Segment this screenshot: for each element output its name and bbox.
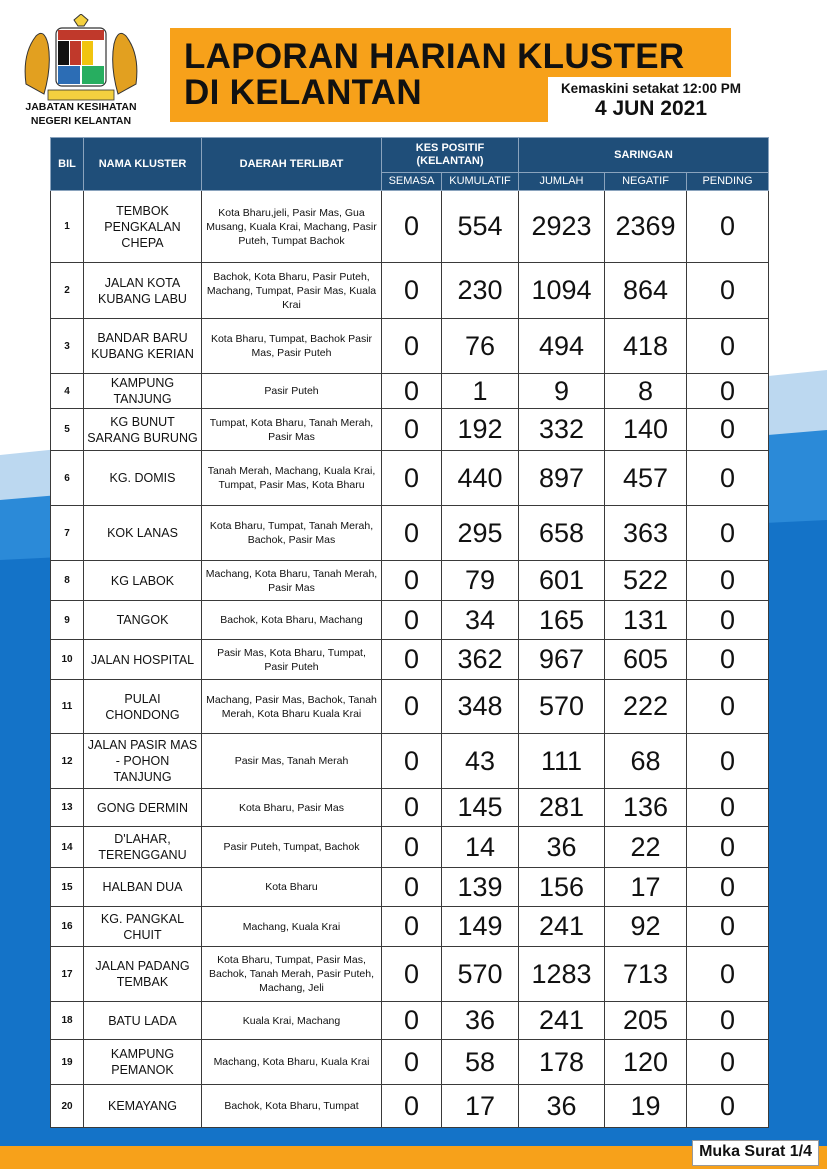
row-semasa: 0 [382, 868, 442, 907]
row-negatif: 457 [605, 451, 687, 506]
header-kes-positif-line-2: (KELANTAN) [416, 155, 484, 167]
row-bil: 9 [51, 601, 84, 640]
row-jumlah: 570 [519, 680, 605, 734]
state-crest-logo [22, 14, 140, 102]
row-pending: 0 [687, 1002, 769, 1040]
row-kumulatif: 230 [442, 263, 519, 319]
row-pending: 0 [687, 789, 769, 827]
row-districts: Pasir Puteh, Tumpat, Bachok [202, 827, 382, 868]
row-jumlah: 967 [519, 640, 605, 680]
table-row [51, 1040, 769, 1085]
row-kumulatif: 362 [442, 640, 519, 680]
table-row [51, 680, 769, 734]
row-districts: Pasir Puteh [202, 374, 382, 409]
row-pending: 0 [687, 451, 769, 506]
row-cluster-name: KG LABOK [84, 561, 202, 601]
row-bil: 2 [51, 263, 84, 319]
row-districts: Kota Bharu, Tumpat, Tanah Merah, Bachok, Pasir Mas [202, 506, 382, 561]
row-negatif: 68 [605, 734, 687, 789]
update-info-box [548, 77, 754, 125]
row-districts: Kuala Krai, Machang [202, 1002, 382, 1040]
row-bil: 19 [51, 1040, 84, 1085]
table-row [51, 191, 769, 263]
table-row [51, 640, 769, 680]
row-cluster-name: KG BUNUT SARANG BURUNG [84, 409, 202, 451]
row-semasa: 0 [382, 1002, 442, 1040]
row-kumulatif: 1 [442, 374, 519, 409]
row-negatif: 363 [605, 506, 687, 561]
row-bil: 12 [51, 734, 84, 789]
header-nama-kluster: NAMA KLUSTER [84, 138, 202, 191]
row-bil: 18 [51, 1002, 84, 1040]
row-jumlah: 281 [519, 789, 605, 827]
row-bil: 17 [51, 947, 84, 1002]
row-districts: Pasir Mas, Kota Bharu, Tumpat, Pasir Puteh [202, 640, 382, 680]
cluster-table-body [51, 191, 769, 1128]
row-negatif: 19 [605, 1085, 687, 1128]
row-bil: 20 [51, 1085, 84, 1128]
row-bil: 4 [51, 374, 84, 409]
row-semasa: 0 [382, 561, 442, 601]
row-pending: 0 [687, 601, 769, 640]
cluster-table [50, 137, 769, 1128]
table-row [51, 561, 769, 601]
row-bil: 3 [51, 319, 84, 374]
row-bil: 5 [51, 409, 84, 451]
row-cluster-name: KG. PANGKAL CHUIT [84, 907, 202, 947]
department-name [6, 100, 156, 128]
row-pending: 0 [687, 640, 769, 680]
row-bil: 8 [51, 561, 84, 601]
row-districts: Kota Bharu,jeli, Pasir Mas, Gua Musang, Kuala Krai, Machang, Pasir Puteh, Tumpat Bachok [202, 191, 382, 263]
row-jumlah: 2923 [519, 191, 605, 263]
row-negatif: 92 [605, 907, 687, 947]
table-row [51, 907, 769, 947]
row-cluster-name: KOK LANAS [84, 506, 202, 561]
row-semasa: 0 [382, 601, 442, 640]
page-number: Muka Surat 1/4 [692, 1140, 819, 1166]
row-pending: 0 [687, 1040, 769, 1085]
header-saringan: SARINGAN [519, 138, 769, 173]
header-negatif: NEGATIF [605, 173, 687, 191]
row-kumulatif: 43 [442, 734, 519, 789]
row-semasa: 0 [382, 827, 442, 868]
row-cluster-name: BANDAR BARU KUBANG KERIAN [84, 319, 202, 374]
row-pending: 0 [687, 319, 769, 374]
row-cluster-name: D'LAHAR, TERENGGANU [84, 827, 202, 868]
table-row [51, 947, 769, 1002]
row-semasa: 0 [382, 789, 442, 827]
row-districts: Tanah Merah, Machang, Kuala Krai, Tumpat, Pasir Mas, Kota Bharu [202, 451, 382, 506]
row-cluster-name: PULAI CHONDONG [84, 680, 202, 734]
row-jumlah: 178 [519, 1040, 605, 1085]
row-pending: 0 [687, 561, 769, 601]
table-row [51, 827, 769, 868]
row-pending: 0 [687, 827, 769, 868]
row-semasa: 0 [382, 409, 442, 451]
row-bil: 1 [51, 191, 84, 263]
header-bil: BIL [51, 138, 84, 191]
row-semasa: 0 [382, 319, 442, 374]
row-districts: Pasir Mas, Tanah Merah [202, 734, 382, 789]
row-bil: 11 [51, 680, 84, 734]
table-row [51, 263, 769, 319]
row-negatif: 205 [605, 1002, 687, 1040]
table-row [51, 506, 769, 561]
row-kumulatif: 79 [442, 561, 519, 601]
header-semasa: SEMASA [382, 173, 442, 191]
row-cluster-name: GONG DERMIN [84, 789, 202, 827]
row-negatif: 22 [605, 827, 687, 868]
row-cluster-name: JALAN KOTA KUBANG LABU [84, 263, 202, 319]
row-jumlah: 156 [519, 868, 605, 907]
department-line-1: JABATAN KESIHATAN [25, 101, 137, 113]
row-districts: Bachok, Kota Bharu, Pasir Puteh, Machang, Tumpat, Pasir Mas, Kuala Krai [202, 263, 382, 319]
table-row [51, 734, 769, 789]
row-jumlah: 36 [519, 827, 605, 868]
row-jumlah: 494 [519, 319, 605, 374]
row-districts: Bachok, Kota Bharu, Machang [202, 601, 382, 640]
row-semasa: 0 [382, 1040, 442, 1085]
row-districts: Kota Bharu, Tumpat, Bachok Pasir Mas, Pasir Puteh [202, 319, 382, 374]
row-pending: 0 [687, 680, 769, 734]
row-jumlah: 241 [519, 1002, 605, 1040]
row-kumulatif: 58 [442, 1040, 519, 1085]
header-daerah-terlibat: DAERAH TERLIBAT [202, 138, 382, 191]
row-jumlah: 658 [519, 506, 605, 561]
department-line-2: NEGERI KELANTAN [30, 115, 132, 127]
row-districts: Machang, Kota Bharu, Kuala Krai [202, 1040, 382, 1085]
row-negatif: 8 [605, 374, 687, 409]
row-bil: 7 [51, 506, 84, 561]
row-districts: Machang, Pasir Mas, Bachok, Tanah Merah, Kota Bharu Kuala Krai [202, 680, 382, 734]
row-bil: 15 [51, 868, 84, 907]
row-jumlah: 1094 [519, 263, 605, 319]
row-negatif: 222 [605, 680, 687, 734]
row-bil: 6 [51, 451, 84, 506]
row-pending: 0 [687, 409, 769, 451]
row-jumlah: 332 [519, 409, 605, 451]
row-kumulatif: 36 [442, 1002, 519, 1040]
row-negatif: 713 [605, 947, 687, 1002]
table-row [51, 789, 769, 827]
header-pending: PENDING [687, 173, 769, 191]
row-negatif: 140 [605, 409, 687, 451]
row-jumlah: 241 [519, 907, 605, 947]
row-jumlah: 601 [519, 561, 605, 601]
row-bil: 16 [51, 907, 84, 947]
row-cluster-name: JALAN PADANG TEMBAK [84, 947, 202, 1002]
row-kumulatif: 192 [442, 409, 519, 451]
row-semasa: 0 [382, 1085, 442, 1128]
update-label: Kemaskini setakat 12:00 PM [560, 81, 742, 96]
header-kes-positif [382, 138, 519, 173]
row-cluster-name: JALAN PASIR MAS - POHON TANJUNG [84, 734, 202, 789]
row-districts: Tumpat, Kota Bharu, Tanah Merah, Pasir Mas [202, 409, 382, 451]
row-negatif: 418 [605, 319, 687, 374]
row-cluster-name: JALAN HOSPITAL [84, 640, 202, 680]
row-districts: Machang, Kota Bharu, Tanah Merah, Pasir Mas [202, 561, 382, 601]
row-jumlah: 9 [519, 374, 605, 409]
table-row [51, 451, 769, 506]
row-kumulatif: 34 [442, 601, 519, 640]
row-cluster-name: HALBAN DUA [84, 868, 202, 907]
row-cluster-name: KEMAYANG [84, 1085, 202, 1128]
report-title-line-1: LAPORAN HARIAN KLUSTER [184, 37, 685, 76]
row-semasa: 0 [382, 907, 442, 947]
table-row [51, 868, 769, 907]
row-kumulatif: 440 [442, 451, 519, 506]
row-negatif: 864 [605, 263, 687, 319]
row-cluster-name: KAMPUNG TANJUNG [84, 374, 202, 409]
row-cluster-name: BATU LADA [84, 1002, 202, 1040]
row-kumulatif: 145 [442, 789, 519, 827]
row-kumulatif: 570 [442, 947, 519, 1002]
row-cluster-name: KAMPUNG PEMANOK [84, 1040, 202, 1085]
row-bil: 10 [51, 640, 84, 680]
table-row [51, 319, 769, 374]
row-jumlah: 165 [519, 601, 605, 640]
row-pending: 0 [687, 734, 769, 789]
row-kumulatif: 139 [442, 868, 519, 907]
row-districts: Machang, Kuala Krai [202, 907, 382, 947]
row-cluster-name: TEMBOK PENGKALAN CHEPA [84, 191, 202, 263]
row-negatif: 131 [605, 601, 687, 640]
header-kes-positif-line-1: KES POSITIF [415, 142, 485, 154]
row-kumulatif: 554 [442, 191, 519, 263]
row-negatif: 522 [605, 561, 687, 601]
table-row [51, 601, 769, 640]
row-semasa: 0 [382, 191, 442, 263]
table-row [51, 1085, 769, 1128]
row-bil: 14 [51, 827, 84, 868]
row-pending: 0 [687, 506, 769, 561]
row-semasa: 0 [382, 947, 442, 1002]
row-semasa: 0 [382, 680, 442, 734]
row-jumlah: 36 [519, 1085, 605, 1128]
row-negatif: 136 [605, 789, 687, 827]
table-row [51, 374, 769, 409]
row-negatif: 120 [605, 1040, 687, 1085]
table-row [51, 1002, 769, 1040]
row-semasa: 0 [382, 451, 442, 506]
header-jumlah: JUMLAH [519, 173, 605, 191]
row-jumlah: 111 [519, 734, 605, 789]
row-districts: Bachok, Kota Bharu, Tumpat [202, 1085, 382, 1128]
row-kumulatif: 17 [442, 1085, 519, 1128]
row-districts: Kota Bharu, Pasir Mas [202, 789, 382, 827]
row-jumlah: 897 [519, 451, 605, 506]
row-jumlah: 1283 [519, 947, 605, 1002]
table-row [51, 409, 769, 451]
row-semasa: 0 [382, 374, 442, 409]
row-kumulatif: 14 [442, 827, 519, 868]
row-bil: 13 [51, 789, 84, 827]
row-pending: 0 [687, 1085, 769, 1128]
row-semasa: 0 [382, 640, 442, 680]
row-semasa: 0 [382, 734, 442, 789]
update-date: 4 JUN 2021 [594, 97, 708, 120]
row-semasa: 0 [382, 506, 442, 561]
row-pending: 0 [687, 263, 769, 319]
row-pending: 0 [687, 907, 769, 947]
row-kumulatif: 295 [442, 506, 519, 561]
row-kumulatif: 348 [442, 680, 519, 734]
row-kumulatif: 76 [442, 319, 519, 374]
header-kumulatif: KUMULATIF [442, 173, 519, 191]
row-pending: 0 [687, 191, 769, 263]
row-negatif: 2369 [605, 191, 687, 263]
row-pending: 0 [687, 374, 769, 409]
row-cluster-name: TANGOK [84, 601, 202, 640]
row-negatif: 17 [605, 868, 687, 907]
row-semasa: 0 [382, 263, 442, 319]
row-kumulatif: 149 [442, 907, 519, 947]
row-districts: Kota Bharu [202, 868, 382, 907]
row-districts: Kota Bharu, Tumpat, Pasir Mas, Bachok, Tanah Merah, Pasir Puteh, Machang, Jeli [202, 947, 382, 1002]
row-negatif: 605 [605, 640, 687, 680]
row-pending: 0 [687, 868, 769, 907]
report-title-line-2: DI KELANTAN [184, 73, 422, 112]
row-cluster-name: KG. DOMIS [84, 451, 202, 506]
row-pending: 0 [687, 947, 769, 1002]
